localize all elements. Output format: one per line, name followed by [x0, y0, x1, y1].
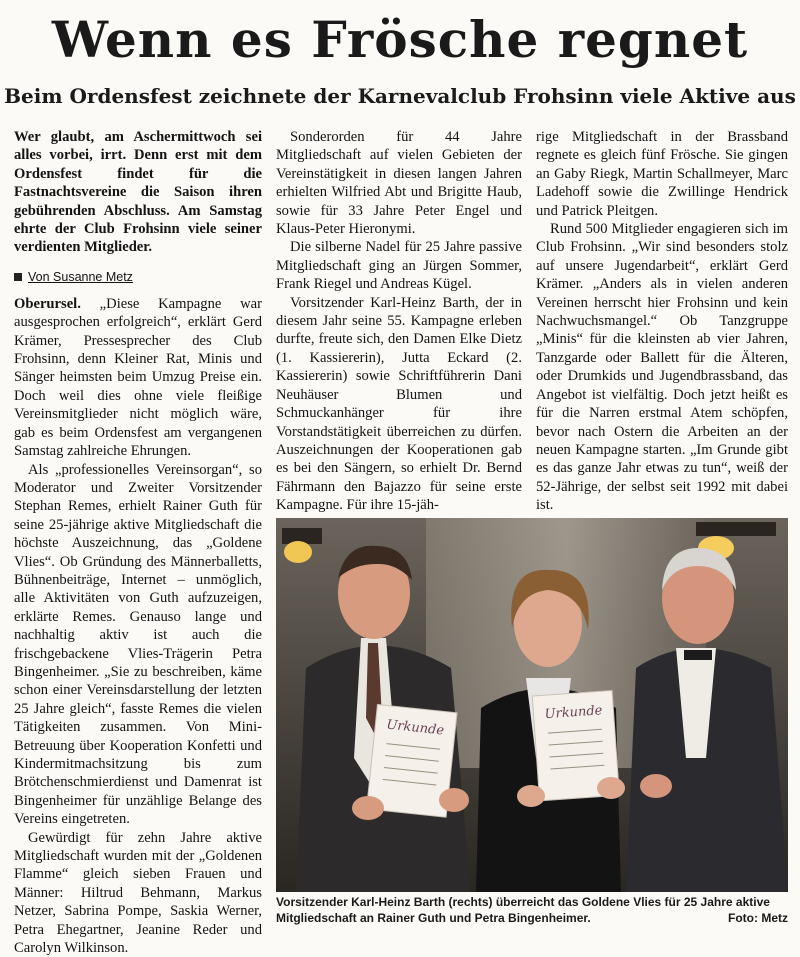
body-text: „Diese Kampagne war ausgesprochen erfolgreich“, erklärt Gerd Krämer, Pressesprecher des Club Frohsinn, denn Kleiner Rat, Minis und Sänger heimsten beim Umzug Preise ein. Doch weil dies ohne viele fleißige Vereinsmitglieder nicht möglich wäre, gab es beim Ordensfest am vergangenen Samstag zahlreiche Ehrungen. [14, 295, 263, 460]
certificate-title: Urkunde [385, 717, 445, 739]
body-paragraph: Sonderorden für 44 Jahre Mitgliedschaft auf vielen Gebieten der Vereinstätigkeit in diesen langen Jahren erhielten Wilfried Abt und Brigitte Haub, sowie für 33 Jahre Peter Engel und Klaus-Peter Hieronymi. [276, 129, 522, 238]
body-paragraph [14, 295, 262, 461]
column-3 [536, 128, 788, 515]
dateline: Oberursel. [14, 295, 81, 312]
author-name: Von Susanne Metz [28, 269, 133, 284]
body-paragraph: Rund 500 Mitglieder engagieren sich im Club Frohsinn. „Wir sind besonders stolz auf unsere Jugendarbeit“, erklärt Gerd Krämer. „Anders als in vielen anderen Vereinen herrscht hier Frohsinn und kein Nachwuchsmangel.“ Ob Tanzgruppe „Minis“ für die kleinsten ab vier Jahren, Tanzgarde oder Ballett für die Älteren, oder Drumkids und Jugendbrassband, das Angebot ist vielfältig. Doch jetzt heißt es für die Narren erstmal Atem schöpfen, bevor nach Ostern die Arbeiten an der neuen Kampagne starten. „Im Grunde gibt es das ganze Jahr etwas zu tun“, weiß der 52-Jährige, der selbst seit 1992 mit dabei ist. [536, 221, 788, 514]
photo-credit: Foto: Metz [728, 911, 788, 925]
column-2 [276, 128, 522, 515]
body-paragraph: Gewürdigt für zehn Jahre aktive Mitgliedschaft wurden mit der „Goldenen Flamme“ gleich sieben Frauen und Männer: Hiltrud Behmann, Markus Netzer, Sabrina Pompe, Saskia Werner, Petra Ehegartner, Jeanine Reder und Carolyn Wilkinson. [14, 829, 262, 957]
photo-caption [276, 894, 788, 926]
article-photo [276, 518, 788, 892]
square-bullet-icon [14, 273, 22, 281]
body-paragraph: rige Mitgliedschaft in der Brassband regnete es gleich fünf Frösche. Sie gingen an Gaby Riegk, Martin Schallmeyer, Marc Ladehoff sowie die Zwillinge Hendrick und Patrick Pleitgen. [536, 129, 788, 219]
caption-text: Vorsitzender Karl-Heinz Barth (rechts) überreicht das Goldene Vlies für 25 Jahre aktive Mitgliedschaft an Rainer Guth und Petra Bingenheimer. [276, 895, 770, 925]
photo-illustration [276, 518, 788, 892]
byline [14, 269, 262, 285]
headline: Wenn es Frösche regnet [51, 10, 749, 69]
subheadline: Beim Ordensfest zeichnete der Karnevalclub Frohsinn viele Aktive aus [4, 84, 796, 108]
body-paragraph: Die silberne Nadel für 25 Jahre passive Mitgliedschaft ging an Jürgen Sommer, Frank Riegel und Andreas Kügel. [276, 239, 522, 293]
column-1 [14, 128, 262, 957]
lead-paragraph: Wer glaubt, am Aschermittwoch sei alles vorbei, irrt. Denn erst mit dem Ordensfest findet für die Fastnachtsvereine die Saison ihren gebührenden Abschluss. Am Samstag ehrte der Club Frohsinn viele seiner verdienten Mitglieder. [14, 129, 262, 256]
certificate-title: Urkunde [544, 703, 603, 723]
body-paragraph: Als „professionelles Vereinsorgan“, so Moderator und Zweiter Vorsitzender Stephan Remes, erhielt Rainer Guth für seine 25-jährige aktive Mitgliedschaft die höchste Auszeichnung, das „Goldene Vlies“. Ob Gründung des Männerballetts, Bühnenbeiträge, Internet – unmöglich, alle Aktivitäten von Guth aufzuzeigen, erklärte Remes. Genauso lange und nachhaltig aktiv ist auch die frischgebackene Vlies-Trägerin Petra Bingenheimer. „Sie zu beschreiben, käme schon einer Vereinsdarstellung der letzten 25 Jahre gleich“, fasste Remes die vielen Tätigkeiten zusammen. Von Mini-Betreuung über Kooperation Konfetti und Kindermitmachsitzung bis zum Brötchenschmierdienst und Damenrat ist Bingenheimer für unzählige Belange des Vereins eingetreten. [14, 461, 262, 828]
body-paragraph: Vorsitzender Karl-Heinz Barth, der in diesem Jahr seine 55. Kampagne erleben durfte, freute sich, den Damen Elke Dietz (1. Kassiererin), Jutta Eckard (2. Kassiererin) sowie Schriftführerin Dani Neuhäuser Blumen und Schmuckanhänger für ihre Vorstandstätigkeit überreichen zu dürfen. Auszeichnungen der Kooperationen gab es bei den Sängern, so erhielt Dr. Bernd Fährmann den Bajazzo für seine erste Kampagne. Für ihre 15-jäh- [276, 294, 522, 514]
